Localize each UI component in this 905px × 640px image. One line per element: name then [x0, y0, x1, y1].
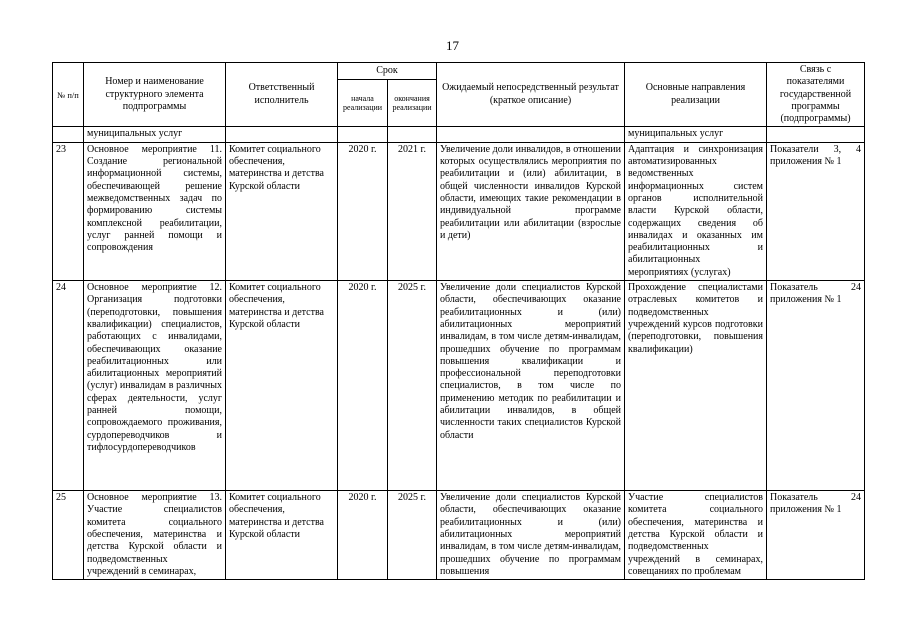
program-table	[52, 62, 865, 580]
row-result: Увеличение доли инвалидов, в отношении которых осуществлялись мероприятия по реабилитации и (или) абилитации, в общей численности инвалидов Курской области, имеющих такие рекомендации в индивидуальной программе реабилитации или абилитации (взрослые и дети)	[437, 142, 625, 280]
continuation-start	[338, 127, 388, 142]
row-end: 2025 г.	[388, 281, 437, 491]
row-element: Основное мероприятие 13. Участие специалистов комитета социального обеспечения, материнства и детства Курской области и подведомственных учреждений в семинарах,	[84, 491, 226, 580]
row-link: Показатели 3, 4 приложения № 1	[767, 142, 865, 280]
row-element: Основное мероприятие 11. Создание региональной информационной системы, обеспечивающей решение межведомственных задач по формированию системы комплексной реабилитации, услуг ранней помощи и сопровождения	[84, 142, 226, 280]
header-result: Ожидаемый непосредственный результат (краткое описание)	[437, 63, 625, 127]
continuation-link	[767, 127, 865, 142]
continuation-num	[53, 127, 84, 142]
row-result: Увеличение доли специалистов Курской области, обеспечивающих оказание реабилитационных и (или) абилитационных мероприятий инвалидам, в том числе детям-инвалидам, прошедших обучение по программам повышения квалификации и профессиональной переподготовки специалистов, в том числе по применению методик по реабилитации и абилитации инвалидов, в общей численности таких специалистов Курской области	[437, 281, 625, 491]
header-term: Срок	[338, 63, 437, 80]
row-end: 2021 г.	[388, 142, 437, 280]
table-row	[53, 142, 865, 280]
row-number: 24	[53, 281, 84, 491]
header-term-end: окончания реализации	[388, 79, 437, 127]
row-result: Увеличение доли специалистов Курской области, обеспечивающих оказание реабилитационных и (или) абилитационных мероприятий инвалидам, в том числе детям-инвалидам, прошедших обучение по программам повышения	[437, 491, 625, 580]
row-responsible: Комитет социального обеспечения, материнства и детства Курской области	[226, 142, 338, 280]
header-term-start: начала реализации	[338, 79, 388, 127]
continuation-responsible	[226, 127, 338, 142]
row-start: 2020 г.	[338, 491, 388, 580]
row-start: 2020 г.	[338, 281, 388, 491]
continuation-directions: муниципальных услуг	[625, 127, 767, 142]
row-directions: Прохождение специалистами отраслевых комитетов и подведомственных учреждений курсов подготовки (переподготовки, повышения квалификации)	[625, 281, 767, 491]
row-element: Основное мероприятие 12. Организация подготовки (переподготовки, повышения квалификации) специалистов, работающих с инвалидами, обеспечивающих оказание реабилитационных или абилитационных мероприятий (услуг) инвалидам в различных сферах деятельности, услуг ранней помощи, сопровождаемого проживания, сурдопереводчиков и тифлосурдопереводчиков	[84, 281, 226, 491]
row-start: 2020 г.	[338, 142, 388, 280]
header-link: Связь с показателями государственной программы (подпрограммы)	[767, 63, 865, 127]
row-end: 2025 г.	[388, 491, 437, 580]
table-row	[53, 281, 865, 491]
header-num: № п/п	[53, 63, 84, 127]
row-directions: Участие специалистов комитета социального обеспечения, материнства и детства Курской области и подведомственных учреждений в семинарах, совещаниях по проблемам	[625, 491, 767, 580]
row-responsible: Комитет социального обеспечения, материнства и детства Курской области	[226, 281, 338, 491]
header-element: Номер и наименование структурного элемента подпрограммы	[84, 63, 226, 127]
header-directions: Основные направления реализации	[625, 63, 767, 127]
row-responsible: Комитет социального обеспечения, материнства и детства Курской области	[226, 491, 338, 580]
continuation-element: муниципальных услуг	[84, 127, 226, 142]
row-number: 25	[53, 491, 84, 580]
page-number: 17	[446, 38, 459, 53]
continuation-result	[437, 127, 625, 142]
continuation-row	[53, 127, 865, 142]
row-link: Показатель 24 приложения № 1	[767, 491, 865, 580]
row-number: 23	[53, 142, 84, 280]
table-row	[53, 491, 865, 580]
row-link: Показатель 24 приложения № 1	[767, 281, 865, 491]
continuation-end	[388, 127, 437, 142]
header-responsible: Ответственный исполнитель	[226, 63, 338, 127]
row-directions: Адаптация и синхронизация автоматизированных ведомственных информационных систем органов исполнительной власти Курской области, содержащих сведения об инвалидах и оказанных им реабилитационных и абилитационных мероприятиях (услугах)	[625, 142, 767, 280]
